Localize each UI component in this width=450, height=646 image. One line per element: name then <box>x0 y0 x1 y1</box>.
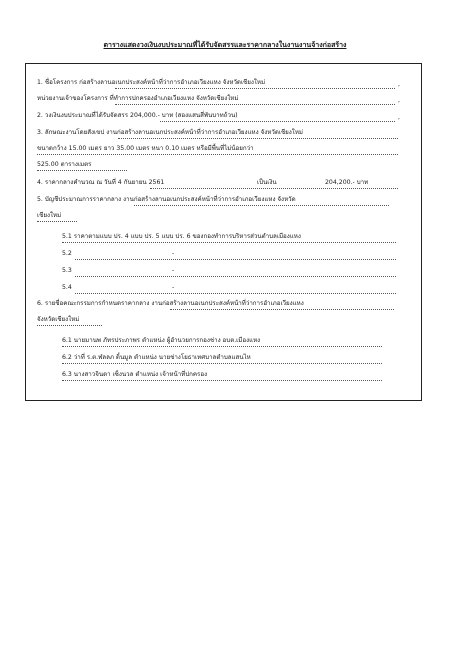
item-6-committee: 6. รายชื่อคณะกรรมการกำหนดราคากลาง งานก่อสร้างลานอเนกประสงค์หน้าที่ว่าการอำเภอเวียงแหง <box>37 300 304 307</box>
item-4-amount-value: 204,200.- บาท <box>325 179 369 186</box>
dotted-line <box>37 154 398 155</box>
dotted-line <box>170 309 394 310</box>
dotted-line <box>115 88 395 89</box>
item-5-3: 5.3 <box>62 267 72 274</box>
item-4-reference-date: 4. ราคากลางคำนวณ ณ วันที่ 4 กันยายน 2561 <box>37 179 165 186</box>
dotted-line <box>75 276 396 277</box>
item-1-agency: หน่วยงานเจ้าของโครงการ ที่ทำการปกครองอำเภอเวียงแหง จังหวัดเชียงใหม่ <box>37 95 239 102</box>
item-5-price-list: 5. บัญชีประมาณการราคากลาง งานก่อสร้างลานอเนกประสงค์หน้าที่ว่าการอำเภอเวียงแหง จังหวัด <box>37 196 296 203</box>
item-1-project-name: 1. ชื่อโครงการ ก่อสร้างลานอเนกประสงค์หน้าที่ว่าการอำเภอเวียงแหง จังหวัดเชียงใหม่ <box>37 79 266 86</box>
line-end-comma: , <box>398 81 400 88</box>
line-end-comma: , <box>398 114 400 121</box>
dotted-line <box>115 104 395 105</box>
dotted-line <box>62 346 382 347</box>
item-5-2: 5.2 <box>62 250 72 257</box>
dotted-line <box>150 188 398 189</box>
item-5-province: เชียงใหม่ <box>37 212 62 219</box>
line-end-comma: , <box>398 97 400 104</box>
item-2-budget: 2. วงเงินงบประมาณที่ได้รับจัดสรร 204,000.- บาท (สองแสนสี่พันบาทถ้วน) <box>37 112 238 119</box>
item-4-amount-label: เป็นเงิน <box>257 179 277 186</box>
dotted-line <box>134 205 389 206</box>
item-5-1: 5.1 ราคาตามแบบ ปร. 4 แบบ ปร. 5 แบบ ปร. 6 ของกองทำการบริหารส่วนตำบลเมืองแหง <box>62 233 301 240</box>
dotted-line <box>37 325 102 326</box>
item-6-1: 6.1 นายมานพ ภัทรประภาพร ตำแหน่ง ผู้อำนวยการกองช่าง อบต.เมืองแหง <box>62 337 261 344</box>
dotted-line <box>160 121 395 122</box>
dotted-line <box>37 221 77 222</box>
item-5-2-value: - <box>172 250 175 257</box>
item-3-description: 3. ลักษณะงานโดยสังเขป งานก่อสร้างลานอเนกประสงค์หน้าที่ว่าการอำเภอเวียงแหง จังหวัดเชียงใหม่ <box>37 129 303 136</box>
item-3-area: 525.00 ตารางเมตร <box>37 161 92 168</box>
item-5-3-value: - <box>172 267 175 274</box>
item-6-province: จังหวัดเชียงใหม่ <box>37 316 80 323</box>
item-5-4: 5.4 <box>62 284 72 291</box>
item-3-dimensions: ขนาดกว้าง 15.00 เมตร ยาว 35.00 เมตร หนา 0.10 เมตร หรือมีพื้นที่ไม่น้อยกว่า <box>37 145 254 152</box>
item-6-3: 6.3 นางสาวจินดา เซ็งนวล ตำแหน่ง เจ้าหน้าที่ปกครอง <box>62 371 208 378</box>
dotted-line <box>75 259 396 260</box>
document-title: ตารางแสดงวงเงินงบประมาณที่ได้รับจัดสรรและราคากลางในงานงานจ้างก่อสร้าง <box>103 41 347 49</box>
item-6-2: 6.2 ว่าที่ ร.ต.ฬลลภ ดิ้นมูล ตำแหน่ง นายช่างโยธาเทศบาลตำบลแสนไห <box>62 354 251 361</box>
dotted-line <box>118 138 398 139</box>
item-5-4-value: - <box>172 284 175 291</box>
dotted-line <box>62 363 382 364</box>
dotted-line <box>37 170 127 171</box>
dotted-line <box>75 293 396 294</box>
dotted-line <box>62 380 382 381</box>
dotted-line <box>62 242 396 243</box>
